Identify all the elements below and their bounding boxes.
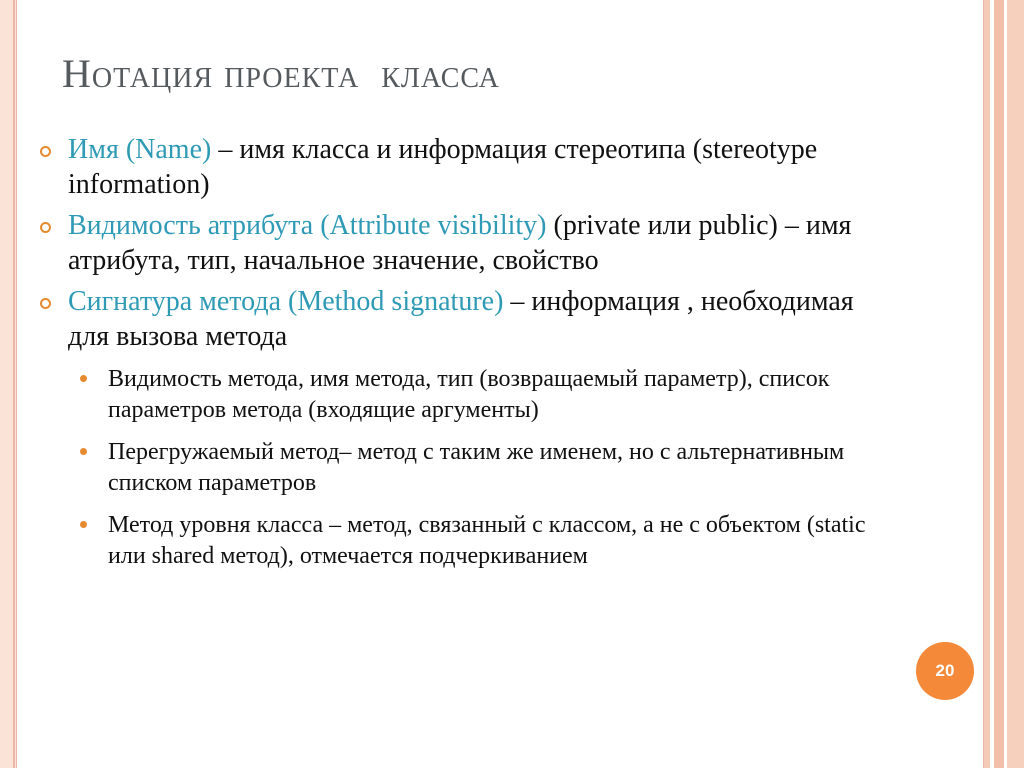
sub-bullet-text: Метод уровня класса – метод, связанный с классом, а не с объектом (static или shared метод), отмечается подчеркиванием	[108, 512, 866, 569]
sub-bullet-method-visibility	[38, 364, 868, 426]
bullet-marker-icon	[40, 146, 51, 157]
sub-bullet-overloaded-method	[38, 437, 868, 499]
page-number-badge: 20	[916, 642, 974, 700]
bullet-highlight: Сигнатура метода (Method signature)	[68, 286, 504, 317]
sub-bullet-class-level-method	[38, 510, 868, 572]
bullet-text: – информация , необходимая для вызова метода	[68, 286, 854, 352]
slide-title: Нотация проекта класса	[62, 51, 500, 96]
sub-bullet-dot-icon	[80, 521, 87, 528]
bullet-name	[38, 132, 868, 202]
right-border-stripe-3	[994, 0, 1004, 768]
bullet-marker-icon	[40, 222, 51, 233]
right-border-stripe-5	[1007, 0, 1024, 768]
bullet-highlight: Имя (Name)	[68, 134, 212, 165]
sub-bullet-text: Видимость метода, имя метода, тип (возвращаемый параметр), список параметров метода (входящие аргументы)	[108, 366, 830, 423]
sub-bullet-dot-icon	[80, 448, 87, 455]
sub-bullet-text: Перегружаемый метод– метод с таким же именем, но с альтернативным списком параметров	[108, 439, 845, 496]
bullet-highlight: Видимость атрибута (Attribute visibility)	[68, 210, 547, 241]
sub-bullet-dot-icon	[80, 375, 87, 382]
slide-content	[38, 132, 868, 583]
bullet-text: – имя класса и информация стереотипа (stereotype information)	[68, 134, 818, 200]
left-border-line	[13, 0, 15, 768]
bullet-attribute-visibility	[38, 208, 868, 278]
bullet-marker-icon	[40, 298, 51, 309]
bullet-text: (private или public) – имя атрибута, тип, начальное значение, свойство	[68, 210, 852, 276]
bullet-method-signature	[38, 284, 868, 354]
